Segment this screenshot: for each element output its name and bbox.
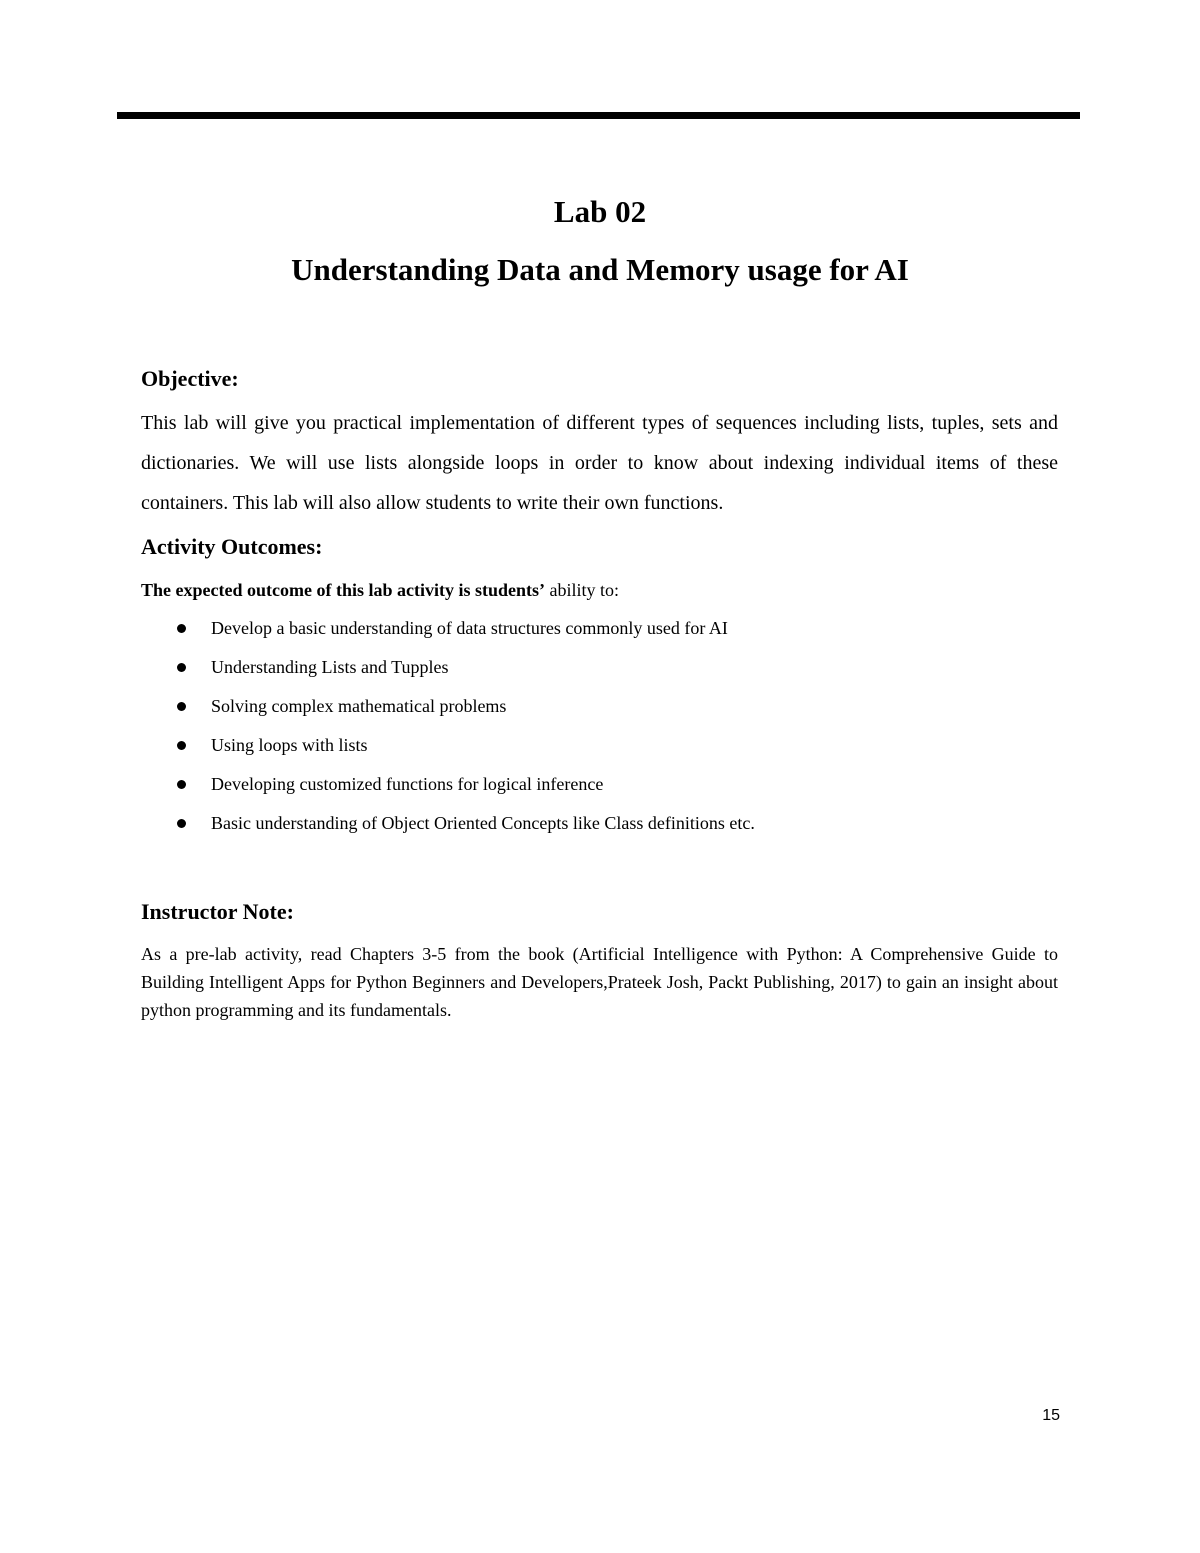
list-item: [171, 614, 1051, 653]
list-item: [171, 731, 1051, 770]
objective-text: This lab will give you practical implementation of different types of sequences including lists, tuples, sets and dictionaries. We will use lists alongside loops in order to know about indexing individual items of these containers. This lab will also allow students to write their own functions.: [141, 412, 1058, 514]
list-item-text: Using loops with lists: [211, 735, 368, 755]
outcomes-intro-rest: ability to:: [544, 580, 619, 600]
title-block: [0, 192, 1200, 290]
lab-number: Lab 02: [553, 194, 647, 229]
bullet-icon: [177, 702, 186, 711]
objective-heading: Objective:: [141, 366, 239, 391]
outcomes-intro-bold: The expected outcome of this lab activity is students’: [141, 580, 545, 600]
list-item-text: Developing customized functions for logical inference: [211, 774, 604, 794]
list-item: [171, 692, 1051, 731]
page-number: 15: [1042, 1407, 1060, 1424]
list-item-text: Develop a basic understanding of data structures commonly used for AI: [211, 618, 728, 638]
activity-outcomes-heading: Activity Outcomes:: [141, 534, 323, 559]
list-item: [171, 653, 1051, 692]
list-item: [171, 809, 1051, 848]
bullet-icon: [177, 624, 186, 633]
list-item: [171, 770, 1051, 809]
bullet-icon: [177, 663, 186, 672]
bullet-icon: [177, 819, 186, 828]
outcome-list: [171, 614, 1051, 848]
instructor-note-heading: Instructor Note:: [141, 899, 294, 924]
bullet-icon: [177, 780, 186, 789]
instructor-note-text: As a pre-lab activity, read Chapters 3-5 from the book (Artificial Intelligence with Python: A Comprehensive Guide to Building Intelligent Apps for Python Beginners and Developers,Prateek Josh, Packt Publishing, 2017) to gain an insight about python programming and its fundamentals.: [141, 944, 1058, 1020]
list-item-text: Basic understanding of Object Oriented Concepts like Class definitions etc.: [211, 813, 755, 833]
bullet-icon: [177, 741, 186, 750]
list-item-text: Understanding Lists and Tupples: [211, 657, 449, 677]
list-item-text: Solving complex mathematical problems: [211, 696, 507, 716]
lab-title: Understanding Data and Memory usage for AI: [291, 252, 909, 287]
top-horizontal-rule: [117, 112, 1080, 119]
outcomes-intro: [141, 577, 1058, 603]
